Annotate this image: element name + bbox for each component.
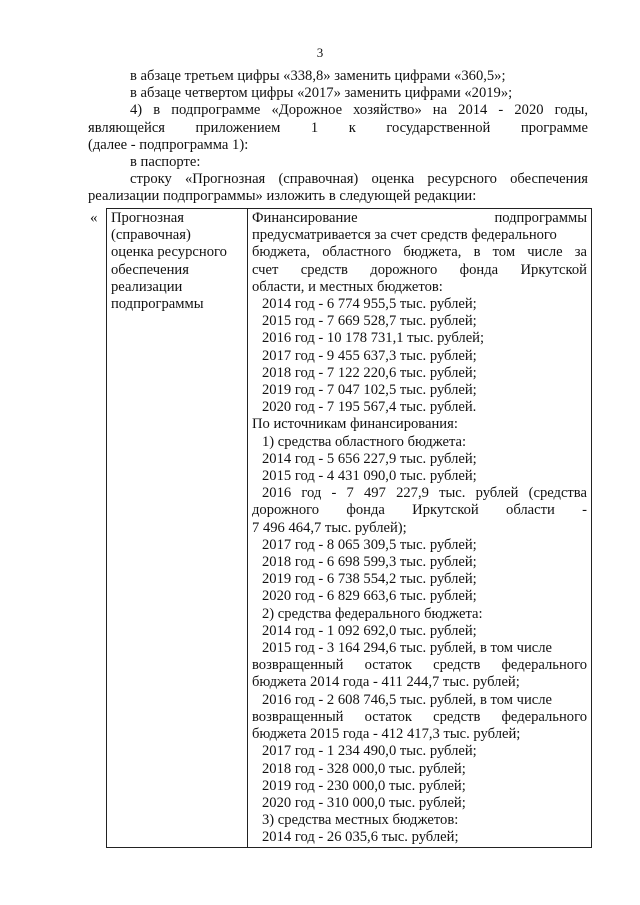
paragraph: в абзаце третьем цифры «338,8» заменить цифрами «360,5»;: [130, 68, 506, 84]
cell-line: бюджета 2014 года - 411 244,7 тыс. рублей;: [252, 674, 520, 691]
cell-line: 2020 год - 310 000,0 тыс. рублей;: [262, 794, 466, 811]
cell-line: 2015 год - 4 431 090,0 тыс. рублей;: [262, 468, 477, 485]
cell-line: 2014 год - 5 656 227,9 тыс. рублей;: [262, 450, 477, 467]
right-cell: [248, 209, 592, 848]
cell-line: Финансирование подпрограммы: [252, 210, 587, 226]
cell-line: 2017 год - 1 234 490,0 тыс. рублей;: [262, 743, 477, 760]
cell-line: 2019 год - 7 047 102,5 тыс. рублей;: [262, 382, 477, 399]
cell-line: реализации: [111, 278, 183, 295]
table-row: [107, 209, 592, 848]
cell-line: 2017 год - 9 455 637,3 тыс. рублей;: [262, 347, 477, 364]
cell-line: оценка ресурсного: [111, 244, 227, 261]
cell-line: 2020 год - 6 829 663,6 тыс. рублей;: [262, 588, 477, 605]
cell-line: дорожного фонда Иркутской области -: [252, 502, 587, 519]
cell-line: (справочная): [111, 227, 191, 244]
cell-line: 2020 год - 7 195 567,4 тыс. рублей.: [262, 399, 477, 416]
paragraph: реализации подпрограммы» изложить в следующей редакции:: [88, 188, 477, 205]
cell-line: 2014 год - 1 092 692,0 тыс. рублей;: [262, 622, 477, 639]
cell-line: бюджета 2015 года - 412 417,3 тыс. рублей;: [252, 726, 521, 743]
cell-line: 2) средства федерального бюджета:: [262, 605, 483, 622]
cell-line: 2014 год - 6 774 955,5 тыс. рублей;: [262, 296, 477, 313]
left-cell: [107, 209, 248, 848]
cell-line: Прогнозная: [111, 210, 184, 226]
cell-line: предусматривается за счет средств федерального: [252, 227, 557, 244]
opening-quote-mark: «: [90, 210, 98, 226]
cell-line: 2018 год - 6 698 599,3 тыс. рублей;: [262, 554, 477, 571]
cell-line: подпрограммы: [111, 296, 204, 313]
cell-line: 2016 год - 2 608 746,5 тыс. рублей, в том числе: [262, 691, 552, 708]
cell-line: 1) средства областного бюджета:: [262, 433, 467, 450]
cell-line: счет средств дорожного фонда Иркутской: [252, 261, 587, 278]
paragraph: строку «Прогнозная (справочная) оценка ресурсного обеспечения: [130, 171, 588, 188]
paragraph: являющейся приложением 1 к государственной программе: [88, 119, 588, 136]
cell-line: 2017 год - 8 065 309,5 тыс. рублей;: [262, 536, 477, 553]
cell-line: бюджета, областного бюджета, в том числе за: [252, 244, 587, 261]
cell-line: 2018 год - 328 000,0 тыс. рублей;: [262, 760, 466, 777]
page-number: 3: [316, 45, 324, 60]
paragraph: в абзаце четвертом цифры «2017» заменить цифрами «2019»;: [130, 85, 513, 102]
cell-line: 2019 год - 230 000,0 тыс. рублей;: [262, 777, 466, 794]
cell-line: 2015 год - 7 669 528,7 тыс. рублей;: [262, 313, 477, 330]
cell-line: По источникам финансирования:: [252, 416, 458, 433]
cell-line: 2016 год - 10 178 731,1 тыс. рублей;: [262, 330, 485, 347]
cell-line: 2018 год - 7 122 220,6 тыс. рублей;: [262, 364, 477, 381]
paragraph: в паспорте:: [130, 154, 201, 171]
cell-line: возвращенный остаток средств федерального: [252, 708, 587, 725]
cell-line: 2016 год - 7 497 227,9 тыс. рублей (средства: [262, 485, 587, 502]
passport-table: [106, 208, 592, 848]
cell-line: 2019 год - 6 738 554,2 тыс. рублей;: [262, 571, 477, 588]
document-body: [88, 68, 588, 206]
cell-line: обеспечения: [111, 261, 189, 278]
cell-line: возвращенный остаток средств федерального: [252, 657, 587, 674]
paragraph: (далее - подпрограмма 1):: [88, 136, 249, 153]
cell-line: 2014 год - 26 035,6 тыс. рублей;: [262, 829, 459, 846]
cell-line: области, и местных бюджетов:: [252, 278, 443, 295]
paragraph: 4) в подпрограмме «Дорожное хозяйство» на 2014 - 2020 годы,: [130, 102, 588, 119]
cell-line: 2015 год - 3 164 294,6 тыс. рублей, в том числе: [262, 640, 552, 657]
cell-line: 7 496 464,7 тыс. рублей);: [252, 519, 407, 536]
cell-line: 3) средства местных бюджетов:: [262, 812, 459, 829]
